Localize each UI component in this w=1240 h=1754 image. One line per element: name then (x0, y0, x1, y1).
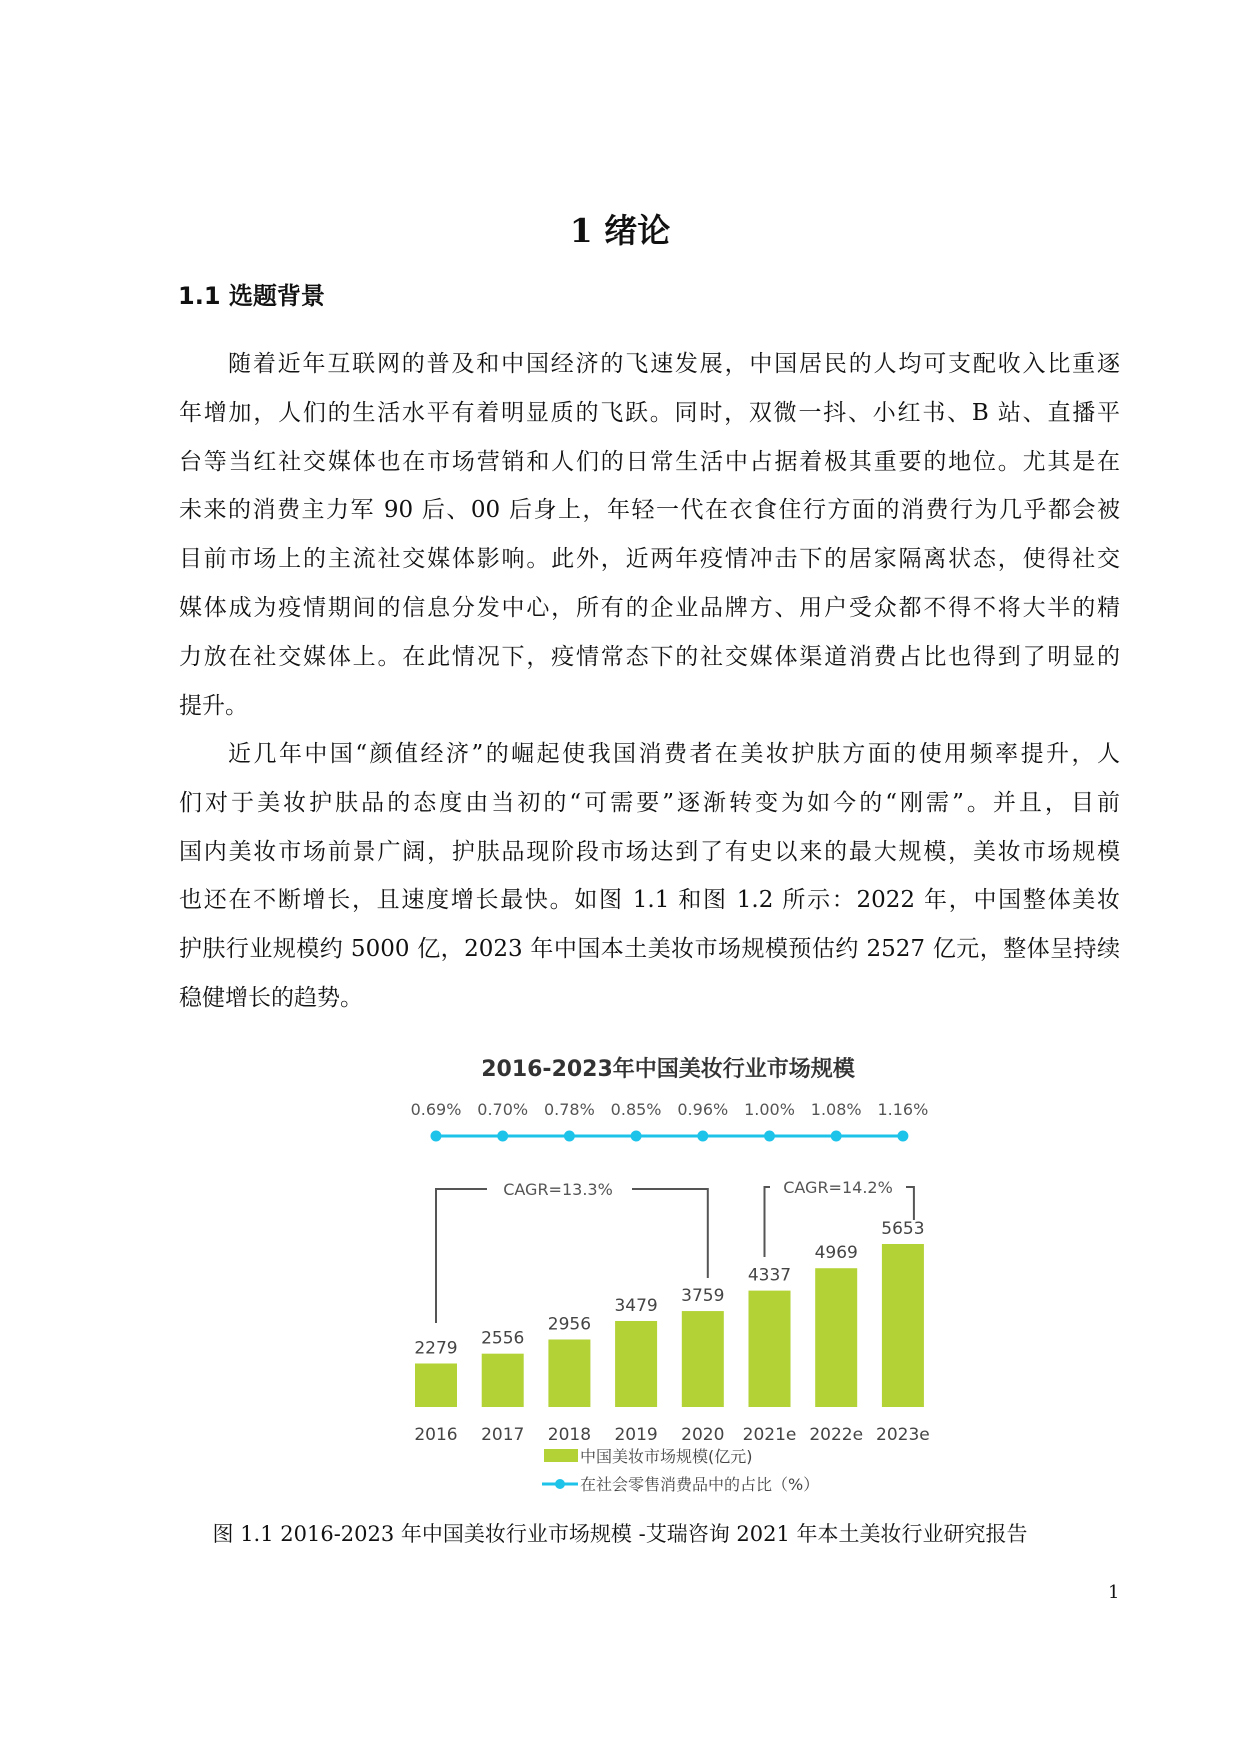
share-point (897, 1131, 908, 1142)
share-point (764, 1131, 775, 1142)
cagr-label: CAGR=13.3% (503, 1180, 613, 1199)
x-tick-label: 2017 (481, 1425, 525, 1445)
share-label: 0.96% (677, 1100, 729, 1119)
bar (548, 1340, 590, 1407)
share-point (697, 1131, 708, 1142)
bar (682, 1311, 724, 1407)
cagr-bracket-left (436, 1189, 487, 1323)
text-line: 也还在不断增长，且速度增长最快。如图 1.1 和图 1.2 所示：2022 年，中国整体美妆 (179, 887, 1120, 914)
share-label: 0.85% (610, 1100, 662, 1119)
share-label: 1.16% (877, 1100, 929, 1119)
legend-line-marker (555, 1479, 565, 1489)
text-line: 未来的消费主力军 90 后、00 后身上，年轻一代在衣食住行方面的消费行为几乎都会被 (179, 497, 1120, 524)
bar (882, 1244, 924, 1407)
text-line: 媒体成为疫情期间的信息分发中心，所有的企业品牌方、用户受众都不得不将大半的精 (179, 594, 1120, 621)
bar-value-label: 2279 (414, 1338, 458, 1359)
bar (415, 1363, 457, 1407)
figure-caption: 图 1.1 2016-2023 年中国美妆行业市场规模 -艾瑞咨询 2021 年本土美妆行业研究报告 (212, 1522, 1028, 1546)
legend (542, 1447, 819, 1494)
text-line: 力放在社交媒体上。在此情况下，疫情常态下的社交媒体渠道消费占比也得到了明显的 (179, 643, 1120, 670)
bar-value-label: 2956 (547, 1314, 592, 1335)
share-point (564, 1131, 575, 1142)
bar (749, 1291, 791, 1407)
text-line: 护肤行业规模约 5000 亿，2023 年中国本土美妆市场规模预估约 2527 亿元，整体呈持续 (179, 936, 1120, 963)
x-tick-label: 2020 (681, 1425, 725, 1445)
legend-bar-swatch (544, 1449, 578, 1462)
text-line: 年增加，人们的生活水平有着明显质的飞跃。同时，双微一抖、小红书、B 站、直播平 (179, 399, 1120, 426)
chapter-title: 1 绪论 (569, 211, 671, 250)
bar (815, 1268, 857, 1407)
text-line: 提升。 (179, 692, 248, 719)
cagr-bracket-left (765, 1187, 771, 1257)
cagr-bracket-right (906, 1187, 914, 1220)
x-tick-label: 2021e (742, 1425, 797, 1445)
x-tick-label: 2019 (614, 1425, 658, 1445)
x-tick-label: 2023e (876, 1425, 930, 1445)
text-line: 目前市场上的主流社交媒体影响。此外，近两年疫情冲击下的居家隔离状态，使得社交 (179, 546, 1120, 573)
share-point (431, 1131, 442, 1142)
x-tick-label: 2018 (547, 1425, 592, 1445)
share-point (631, 1131, 642, 1142)
share-label: 0.69% (410, 1100, 462, 1119)
share-label: 0.78% (543, 1100, 595, 1119)
text-line: 们对于美妆护肤品的态度由当初的“可需要”逐渐转变为如今的“刚需”。并且，目前 (179, 789, 1120, 816)
text-line: 国内美妆市场前景广阔，护肤品现阶段市场达到了有史以来的最大规模，美妆市场规模 (179, 838, 1120, 865)
text-line: 稳健增长的趋势。 (179, 984, 363, 1011)
chart-title: 2016-2023年中国美妆行业市场规模 (481, 1057, 855, 1082)
share-label: 1.08% (810, 1100, 862, 1119)
text-line: 随着近年互联网的普及和中国经济的飞速发展，中国居民的人均可支配收入比重逐 (228, 351, 1120, 377)
bar-value-label: 3479 (614, 1295, 658, 1316)
share-label: 1.00% (744, 1100, 795, 1119)
share-point (831, 1131, 842, 1142)
bar-value-label: 5653 (881, 1219, 925, 1239)
bar-value-label: 4337 (747, 1265, 792, 1286)
bar (615, 1321, 657, 1407)
bar-value-label: 2556 (481, 1328, 525, 1349)
legend-line-label: 在社会零售消费品中的占比（%） (580, 1475, 820, 1494)
share-label: 0.70% (477, 1100, 529, 1119)
bar-value-label: 4969 (814, 1243, 858, 1264)
x-tick-label: 2016 (414, 1425, 458, 1445)
section-title: 1.1 选题背景 (178, 282, 325, 310)
share-point (497, 1131, 508, 1142)
bar-value-label: 3759 (681, 1286, 725, 1307)
bar (482, 1354, 524, 1407)
text-line: 台等当红社交媒体也在市场营销和人们的日常生活中占据着极其重要的地位。尤其是在 (179, 448, 1120, 475)
x-tick-label: 2022e (809, 1425, 864, 1445)
page-number: 1 (1108, 1582, 1120, 1603)
legend-bar-label: 中国美妆市场规模(亿元) (580, 1447, 753, 1466)
cagr-bracket-right (632, 1189, 708, 1278)
text-line: 近几年中国“颜值经济”的崛起使我国消费者在美妆护肤方面的使用频率提升，人 (228, 741, 1120, 767)
cagr-label: CAGR=14.2% (783, 1178, 893, 1197)
